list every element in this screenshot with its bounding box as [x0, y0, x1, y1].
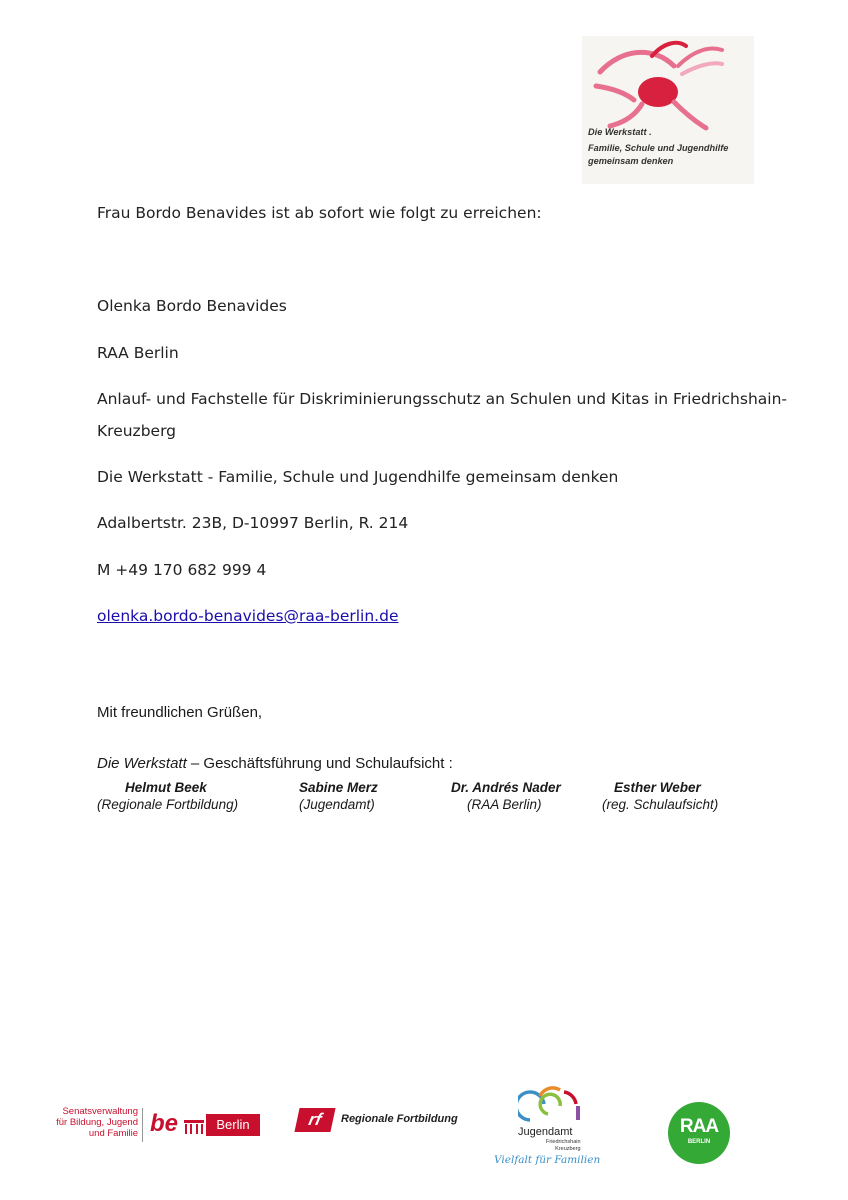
signatory-role: (reg. Schulaufsicht) [602, 797, 719, 812]
contact-address: Adalbertstr. 23B, D-10997 Berlin, R. 214 [97, 514, 409, 532]
signatory-name: Sabine Merz [299, 780, 378, 795]
contact-mobile: M +49 170 682 999 4 [97, 561, 267, 579]
jugendamt-rings-icon [518, 1084, 588, 1126]
signatory-name: Dr. Andrés Nader [451, 780, 561, 795]
rf-mark-icon: rf [294, 1108, 335, 1132]
signatory-role: (RAA Berlin) [467, 797, 542, 812]
contact-unit-line2: Kreuzberg [97, 422, 177, 440]
signature-heading-italic: Die Werkstatt [97, 755, 187, 772]
contact-project: Die Werkstatt - Familie, Schule und Jugendhilfe gemeinsam denken [97, 468, 619, 486]
raa-berlin-logo [668, 1102, 730, 1164]
signatory-role: (Regionale Fortbildung) [97, 797, 239, 812]
raa-wordmark: RAA [679, 1116, 719, 1137]
signatory-name: Esther Weber [614, 780, 701, 795]
rf-label: Regionale Fortbildung [341, 1113, 458, 1125]
jugendamt-slogan: Vielfalt für Familien [494, 1154, 601, 1166]
signatory-name: Helmut Beek [125, 780, 207, 795]
werkstatt-logo [582, 36, 754, 184]
senat-line2: für Bildung, Jugend [56, 1117, 138, 1128]
intro-text: Frau Bordo Benavides ist ab sofort wie folgt zu erreichen: [97, 204, 542, 222]
contact-email-link[interactable]: olenka.bordo-benavides@raa-berlin.de [97, 607, 399, 625]
signature-heading [97, 755, 453, 772]
signatory-role: (Jugendamt) [299, 797, 375, 812]
jugendamt-sub1: Friedrichshain [546, 1139, 581, 1145]
brandenburg-gate-icon [184, 1120, 204, 1134]
werkstatt-figure-icon [582, 36, 754, 136]
jugendamt-title: Jugendamt [518, 1126, 573, 1138]
berlin-badge: Berlin [206, 1114, 260, 1136]
contact-org: RAA Berlin [97, 344, 179, 362]
jugendamt-sub2: Kreuzberg [555, 1146, 581, 1152]
contact-unit-line1: Anlauf- und Fachstelle für Diskriminierungsschutz an Schulen und Kitas in Friedrichshain- [97, 390, 787, 408]
logo-caption-line2: Familie, Schule und Jugendhilfe [588, 143, 729, 153]
jugendamt-logo [494, 1084, 601, 1170]
signature-heading-rest: – Geschäftsführung und Schulaufsicht : [186, 755, 453, 772]
be-wordmark: be [150, 1110, 179, 1137]
raa-sub: BERLIN [687, 1139, 711, 1145]
jugendamt-sub [546, 1139, 581, 1153]
logo-caption-line1: Die Werkstatt . [588, 127, 652, 137]
senat-line3: und Familie [88, 1128, 138, 1139]
senat-line1: Senatsverwaltung [62, 1106, 138, 1117]
contact-name: Olenka Bordo Benavides [97, 297, 287, 315]
senat-logo [56, 1106, 260, 1148]
closing-text: Mit freundlichen Grüßen, [97, 704, 263, 721]
logo-caption-line3: gemeinsam denken [588, 156, 674, 166]
